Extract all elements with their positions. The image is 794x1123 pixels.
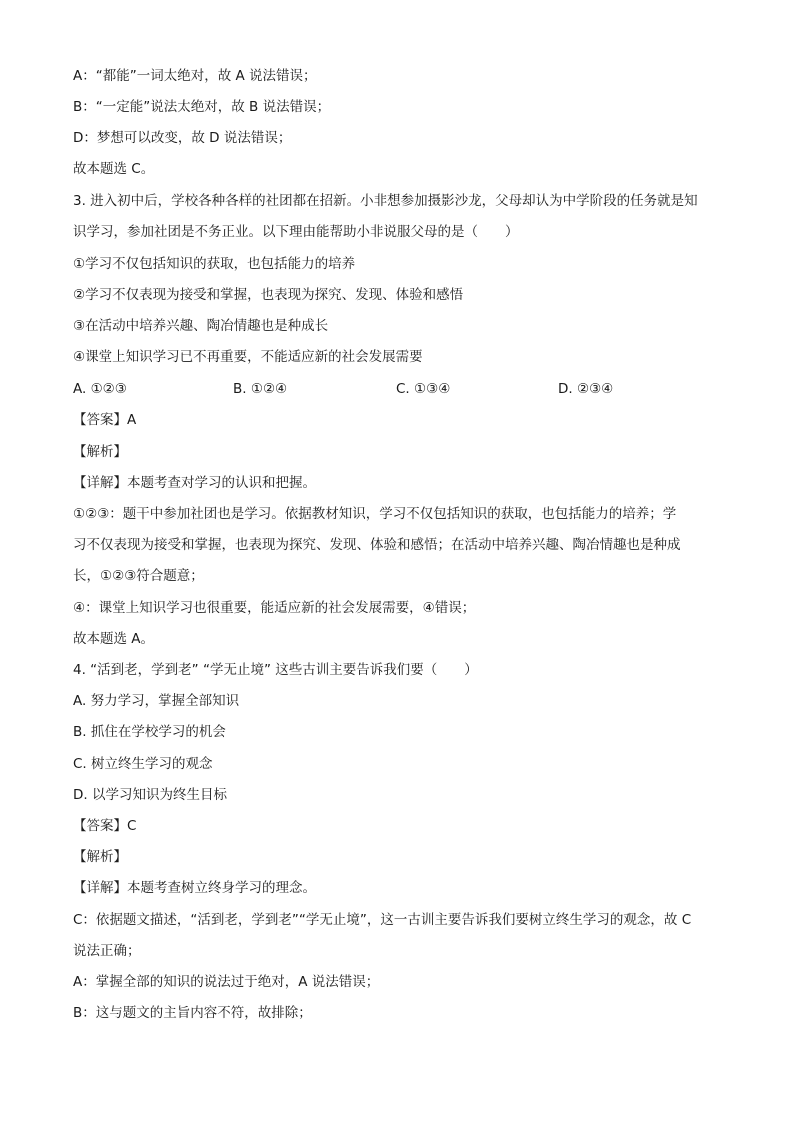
explanation-line-3: 长，①②③符合题意； [73,568,204,584]
option-d: D. ②③④ [558,381,614,397]
detail-line: 【详解】本题考查树立终身学习的理念。 [73,880,316,896]
option-b: B. 抓住在学校学习的机会 [73,724,226,740]
conclusion-line: 故本题选 C。 [73,161,155,177]
explanation-line-4: B：这与题文的主旨内容不符，故排除； [73,1005,312,1021]
option-a: A. 努力学习，掌握全部知识 [73,693,240,709]
explanation-line-3: A：掌握全部的知识的说法过于绝对，A 说法错误； [73,974,380,990]
conclusion-line: 故本题选 A。 [73,631,155,647]
explanation-line-b: B：“一定能”说法太绝对，故 B 说法错误； [73,99,331,115]
question-4-stem: 4. “活到老，学到老” “学无止境” 这些古训主要告诉我们要（ ） [73,662,478,678]
option-c: C. ①③④ [396,381,451,397]
explanation-line-d: D：梦想可以改变，故 D 说法错误； [73,130,292,146]
analysis-label: 【解析】 [73,849,127,865]
statement-2: ②学习不仅表现为接受和掌握，也表现为探究、发现、体验和感悟 [73,287,464,303]
explanation-line-1: ①②③：题干中参加社团也是学习。依据教材知识，学习不仅包括知识的获取，也包括能力的培养；学 [73,506,677,522]
explanation-line-1: C：依据题文描述，“活到老，学到老”“学无止境”，这一古训主要告诉我们要树立终生学习的观念，故 C [73,912,692,928]
option-a: A. ①②③ [73,381,127,397]
answer-label: 【答案】C [73,818,137,834]
detail-line: 【详解】本题考查对学习的认识和把握。 [73,475,316,491]
question-3-stem-line-2: 识学习，参加社团是不务正业。以下理由能帮助小非说服父母的是（ ） [73,224,519,240]
explanation-line-4: ④：课堂上知识学习也很重要，能适应新的社会发展需要，④错误； [73,600,476,616]
explanation-line-2: 说法正确； [73,943,141,959]
statement-1: ①学习不仅包括知识的获取，也包括能力的培养 [73,256,356,272]
option-c: C. 树立终生学习的观念 [73,756,213,772]
question-3-stem-line-1: 3. 进入初中后，学校各种各样的社团都在招新。小非想参加摄影沙龙，父母却认为中学阶段的任务就是知 [73,193,698,209]
answer-label: 【答案】A [73,412,137,428]
option-d: D. 以学习知识为终生目标 [73,787,227,803]
option-b: B. ①②④ [233,381,288,397]
statement-4: ④课堂上知识学习已不再重要，不能适应新的社会发展需要 [73,349,423,365]
statement-3: ③在活动中培养兴趣、陶冶情趣也是种成长 [73,318,329,334]
explanation-line-a: A：“都能”一词太绝对，故 A 说法错误； [73,68,317,84]
explanation-line-2: 习不仅表现为接受和掌握，也表现为探究、发现、体验和感悟；在活动中培养兴趣、陶冶情趣也是种成 [73,537,681,553]
analysis-label: 【解析】 [73,444,127,460]
